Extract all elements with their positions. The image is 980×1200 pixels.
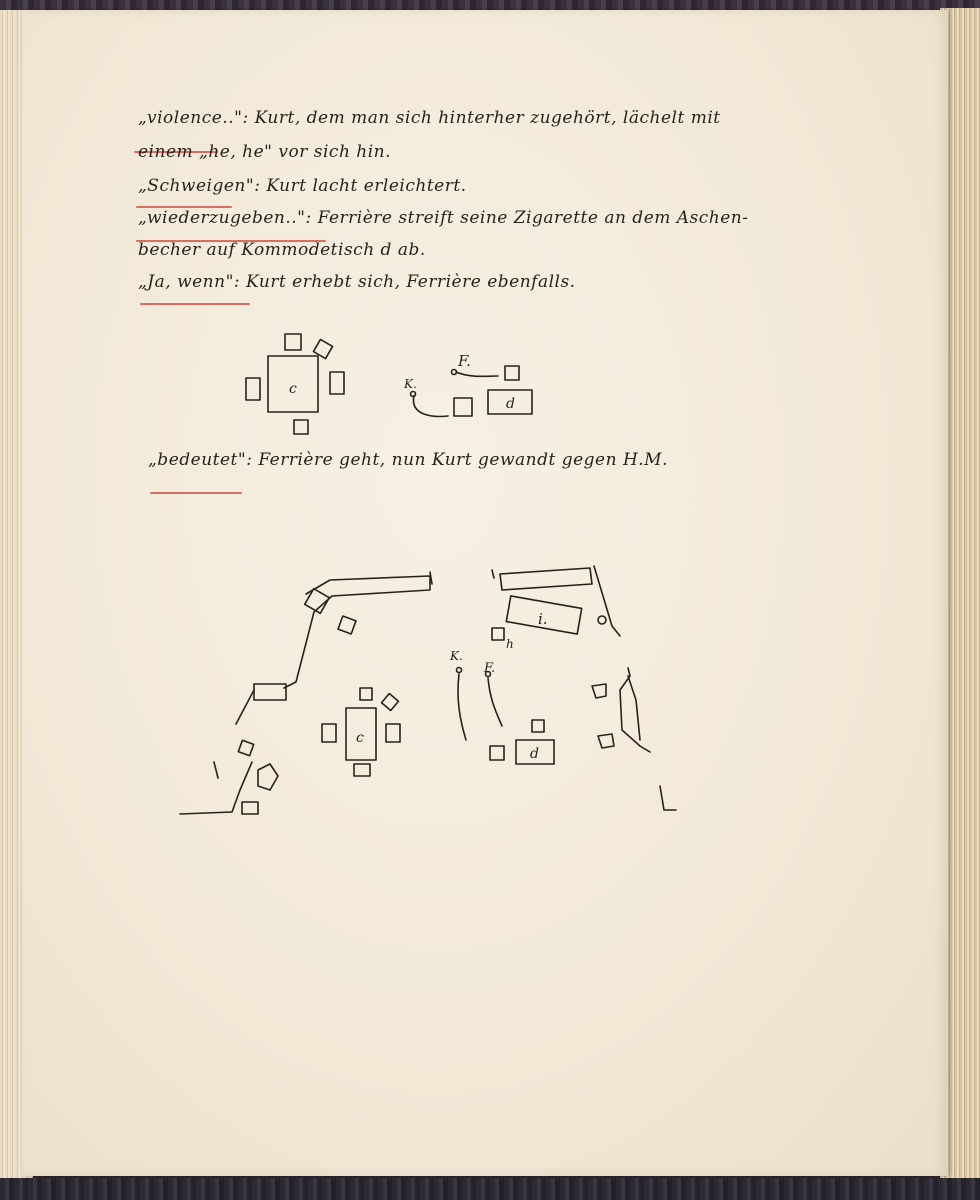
path-line bbox=[488, 678, 502, 726]
round-chair-shape bbox=[258, 764, 278, 790]
wall-tick bbox=[492, 570, 494, 578]
note-text: : Kurt erhebt sich, Ferrière ebenfalls. bbox=[233, 272, 576, 292]
note-text: einem „he, he" vor sich hin. bbox=[138, 142, 392, 162]
person-f-label: F. bbox=[484, 661, 496, 676]
bench-outline bbox=[284, 576, 430, 688]
chair-shape bbox=[238, 740, 253, 755]
note-cue: „bedeutet" bbox=[148, 450, 247, 470]
small-circle-shape bbox=[598, 616, 606, 624]
chair-shape bbox=[386, 724, 400, 742]
path-line bbox=[458, 674, 466, 740]
note-text: : Kurt lacht erleichtert. bbox=[254, 176, 467, 196]
l-mark bbox=[660, 786, 676, 810]
note-text: : Kurt, dem man sich hinterher zugehört, lächelt mit bbox=[242, 108, 721, 128]
note-text: : Ferrière streift seine Zigarette an dem Aschen- bbox=[305, 208, 749, 228]
chair-shape bbox=[242, 802, 258, 814]
note-text: : Ferrière geht, nun Kurt gewandt gegen H.M. bbox=[246, 450, 668, 470]
chair-shape bbox=[322, 724, 336, 742]
mark-h-label: h bbox=[506, 637, 514, 651]
chair-shape bbox=[532, 720, 544, 732]
note-text: becher auf Kommodetisch d ab. bbox=[138, 240, 426, 260]
person-dot bbox=[457, 668, 462, 673]
person-k-label: K. bbox=[450, 649, 463, 663]
wall-tick bbox=[214, 762, 218, 778]
person-k-label: K. bbox=[404, 377, 417, 391]
wall-line bbox=[594, 566, 620, 636]
wall-line bbox=[236, 690, 254, 724]
table-d-label: d bbox=[530, 746, 539, 762]
chair-shape bbox=[360, 688, 372, 700]
chair-shape bbox=[382, 694, 399, 711]
table-i-label: i. bbox=[538, 610, 548, 628]
chair-shape bbox=[490, 746, 504, 760]
bench-end-shape bbox=[254, 684, 286, 700]
chair-shape bbox=[492, 628, 504, 640]
chair-shape bbox=[354, 764, 370, 776]
chair-shape bbox=[592, 684, 606, 698]
note-cue: „Schweigen" bbox=[138, 176, 255, 196]
table-c-label: c bbox=[289, 381, 297, 397]
table-d-label: d bbox=[506, 396, 515, 412]
note-cue: „wiederzugeben.." bbox=[138, 208, 306, 228]
person-f-label: F. bbox=[458, 352, 471, 370]
sofa-outline bbox=[620, 668, 650, 752]
chair-shape bbox=[338, 616, 356, 634]
chair-shape bbox=[598, 734, 614, 748]
note-cue: „violence.." bbox=[138, 108, 243, 128]
note-cue: „Ja, wenn" bbox=[138, 272, 234, 292]
bench-outline bbox=[500, 568, 592, 590]
table-c-label: c bbox=[356, 730, 364, 746]
sofa-outline bbox=[628, 676, 640, 740]
